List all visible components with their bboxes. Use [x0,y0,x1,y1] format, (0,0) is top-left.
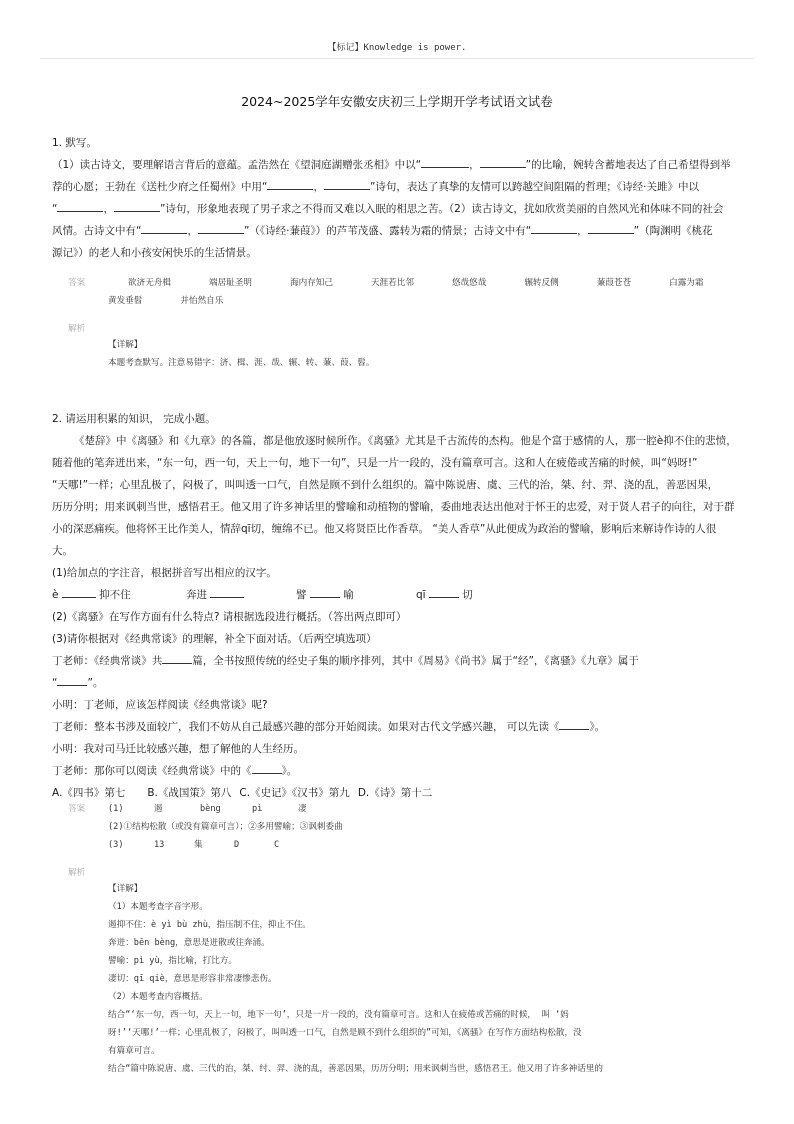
q2-answer-line-2: (2)①结构松散（或没有篇章可言）；②多用譬喻；③讽刺委曲 [108,822,343,832]
dialog-t2a: 丁老师：整本书涉及面较广，我们不妨从自己最感兴趣的部分开始阅读。如果对古代文学感兴趣， 可以先读《 [52,721,560,733]
detail-tag: 【详解】 [108,340,143,350]
q1-analysis [68,320,748,380]
option-c[interactable]: C.《史记》《汉书》第九 [239,787,350,799]
option-b[interactable]: B.《战国策》第八 [147,787,232,799]
page-title: 2024~2025学年安徽安庆初三上学期开学考试语文试卷 [241,94,553,109]
dialog-student-2: 小明：我对司马迁比较感兴趣，想了解他的人生经历。 [52,743,304,755]
blank-category[interactable] [57,673,87,686]
q1-comma: ， [469,159,480,171]
question-2-heading: 2. 请运用积累的知识， 完成小题。 [52,413,216,425]
passage-line-6: 大。 [52,545,73,557]
q1-comma: ， [313,181,324,193]
q1-text-2: 荐的心愿；王勃在《送杜少府之任蜀州》中用“ [52,181,268,193]
blank-c[interactable] [310,585,340,598]
q2-detail-8: 呀!’‘天哪!’一样；心里乱极了，闷极了，叫叫透一口气，自然是顾不到什么组织的”可知，《离骚》在写作方面结构松散，没 [108,1028,582,1038]
passage-line-4: 历历分明；用来讽刺当世，感悟君王。他又用了许多神话里的譬喻和动植物的譬喻，委曲地表达出他对于怀王的忠爱，对于贤人君子的向往，对于群 [52,501,735,513]
q1-blank-10[interactable] [588,221,634,234]
q1-text-3b: ”诗句，形象地表现了男子求之不得而又难以入眠的相思之苦。（2）读古诗文，扰如欣赏美丽的自然风光和体味不同的社会 [159,203,724,215]
answer-label: 答案 [68,804,86,814]
q1-answer-items [128,274,748,292]
q1-comma: ， [187,225,198,237]
dialog-t2b: 》。 [589,721,606,733]
q2-detail-2: 遏抑不住：è yì bù zhù，指压制不住，抑止不住。 [108,920,312,930]
sub-question-2: (2)《离骚》在写作方面有什么特点? 请根据选段进行概括。（答出两点即可） [52,611,407,623]
pinyin-row [52,584,744,606]
q1-text-4c: ”（陶渊明《桃花 [633,225,713,237]
blank-d[interactable] [429,585,459,598]
q1-answer-4: 天涯若比邻 [370,278,414,288]
q2-detail-6: （2）本题考查内容概括。 [108,992,208,1002]
q1-answer-7: 蒹葭苍苍 [596,278,632,288]
q1-answer-items-2 [108,292,748,310]
dialog-teacher-1-cont [52,672,744,694]
passage-line-3: “天哪!”一样；心里乱极了，闷极了，叫叫透一口气，自然是顾不到什么组织的。篇中陈说唐、虞、三代的治，桀、纣、羿、浇的乱，善恶因果， [52,479,719,491]
q1-comma: ， [103,203,114,215]
dialog-student-1: 小明：丁老师，应该怎样阅读《经典常谈》呢? [52,699,268,711]
word-c-post: 喻 [343,589,354,601]
q1-quote: “ [52,203,58,215]
blank-option-2[interactable] [252,761,282,774]
dialog-teacher-3 [52,760,744,782]
q1-answer-8: 白露为霜 [669,278,704,288]
dialog-t3b: 》。 [281,765,298,777]
passage-line-1: 《楚辞》中《离骚》和《九章》的各篇，都是他放逐时候所作。《离骚》尤其是千古流传的杰构。他是个富于感情的人，那一腔è抑不住的悲愤， [74,435,737,447]
dialog-t1a: 丁老师：《经典常谈》共 [52,655,163,667]
q2-detail-7: 结合“‘东一句，西一句，天上一句，地下一句’，只是一片一段的，没有篇章可言。这和人在疲倦或苦痛的时候， 叫 ‘妈 [108,1010,569,1020]
analysis-label: 解析 [68,868,86,878]
blank-count[interactable] [162,651,192,664]
q1-answer-1: 欲济无舟楫 [128,278,171,288]
header-divider [40,58,754,59]
analysis-label: 解析 [68,324,86,334]
q1-detail: 本题考查默写。注意易错字：济、楫、涯、哉、辗、转、蒹、葭、髫。 [108,358,375,368]
q1-blank-3[interactable] [267,177,313,190]
dialog-t1c: “ [52,677,58,689]
dialog-teacher-1 [52,650,744,672]
q1-answer [68,274,748,294]
q2-detail-3: 奔迸：bēn bèng，意思是迸散或往奔涌。 [108,938,270,948]
q2-answer-body [108,800,748,854]
q1-blank-5[interactable] [57,199,103,212]
question-1-text [52,154,744,264]
option-a[interactable]: A.《四书》第七 [52,787,126,799]
q1-blank-9[interactable] [531,221,577,234]
q2-detail-1: （1）本题考查字音字形。 [108,902,208,912]
q1-text-4b: ”（《诗经·蒹葭》）的芦苇茂盛、露转为霜的情景；古诗文中有“ [243,225,532,237]
blank-a[interactable] [62,585,96,598]
header-note: 【标记】Knowledge is power. [327,43,467,53]
blank-b[interactable] [210,585,244,598]
q1-blank-6[interactable] [114,199,160,212]
q2-analysis-body [108,880,748,1078]
q1-analysis-body [108,336,748,372]
q1-blank-2[interactable] [480,155,526,168]
word-d: 切 [462,589,473,601]
detail-tag: 【详解】 [108,884,143,894]
q1-text-1: （1）读古诗文，要理解语言背后的意蕴。孟浩然在《望洞庭湖赠张丞相》中以“ [52,159,422,171]
q1-answer-cont [68,292,748,312]
dialog-teacher-2 [52,716,744,738]
word-a: 抑不住 [99,589,131,601]
q1-text-2b: ”诗句，表达了真挚的友情可以跨越空间阻隔的哲理；《诗经·关雎》中以 [369,181,699,193]
q1-text-4: 风情。古诗文中有“ [52,225,142,237]
q1-answer-5: 悠哉悠哉 [451,278,487,288]
q1-answer-2: 端居耻圣明 [208,278,252,288]
q1-answer-10: 并怡然自乐 [180,296,224,306]
word-b: 奔进 [186,589,207,601]
passage-line-5: 小的深恶痛疾。他将怀王比作美人，情辞qī切，缠绵不已。他又将贤臣比作香草。 “美人香草”从此便成为政治的譬喻，影响后来解诗作诗的人很 [52,523,717,535]
q2-detail-5: 凄切：qī qiè，意思是形容非常凄惨悲伤。 [108,974,277,984]
question-2-passage [52,430,744,562]
dialog-t3a: 丁老师：那你可以阅读《经典常谈》中的《 [52,765,252,777]
q2-answer [68,800,748,860]
question-2 [52,408,744,804]
q1-comma: ， [577,225,588,237]
word-c: 譬 [296,589,307,601]
question-1 [52,132,744,264]
answer-label: 答案 [68,278,86,288]
q1-text-1b: ”的比喻，婉转含蓄地表达了自己希望得到举 [525,159,731,171]
q1-blank-1[interactable] [421,155,469,168]
question-1-heading: 1. 默写。 [52,137,97,149]
sub-question-1: (1)给加点的字注音，根据拼音写出相应的汉字。 [52,567,277,579]
q2-analysis [68,864,748,1114]
q2-answer-line-3: (3) 13 集 D C [108,840,280,850]
pinyin-a: è [52,589,59,601]
q2-answer-line-1: (1) 遏 bèng pì 凄 [108,804,307,814]
q1-answer-3: 海内存知己 [289,278,333,288]
q2-detail-4: 譬喻：pì yù，指比喻，打比方。 [108,956,237,966]
q1-text-5: 源记》）的老人和小孩安闲快乐的生活情景。 [52,247,257,259]
blank-option-1[interactable] [559,717,589,730]
q1-blank-8[interactable] [198,221,244,234]
q1-blank-4[interactable] [324,177,370,190]
q1-blank-7[interactable] [141,221,187,234]
q2-detail-9: 有篇章可言。 [108,1046,160,1056]
dialog-t1d: ”。 [87,677,104,689]
pinyin-d: qī [416,589,426,601]
q1-answer-9: 黄发垂髫 [108,296,143,306]
option-d[interactable]: D.《诗》第十二 [357,787,433,799]
dialog-t1b: 篇，全书按照传统的经史子集的顺序排列，其中《周易》《尚书》属于“经”，《离骚》《九章》属于 [192,655,639,667]
passage-line-2: 随着他的笔奔迸出来，“东一句，西一句，天上一句，地下一句”，只是一片一段的，没有篇章可言。这和人在疲倦或苦痛的时候，叫“妈呀!” [52,457,698,469]
q2-detail-10: 结合“篇中陈说唐、虞、三代的治，桀、纣、羿、浇的乱，善恶因果，历历分明；用来讽刺当世，感悟君王。他又用了许多神话里的 [108,1064,604,1074]
q1-answer-6: 辗转反侧 [524,278,559,288]
sub-question-3: (3)请你根据对《经典常谈》的理解，补全下面对话。（后两空填选项） [52,633,377,645]
